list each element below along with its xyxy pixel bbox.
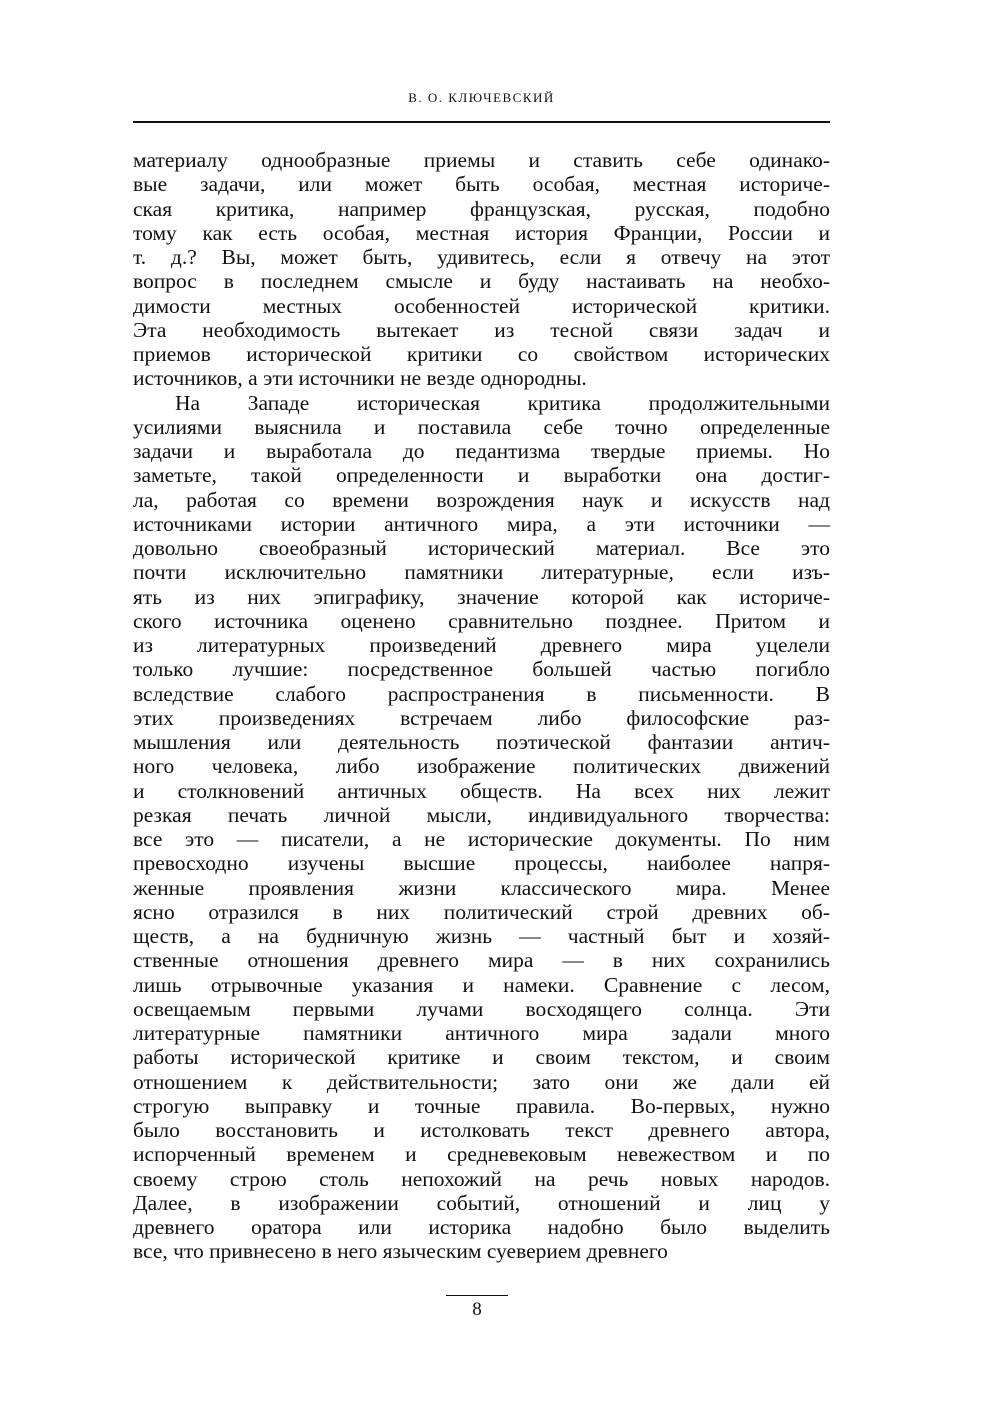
text-line: усилиями выяснила и поставила себе точно определенные [133, 414, 830, 439]
text-line: литературные памятники античного мира задали много [133, 1021, 830, 1045]
text-line: материалу однообразные приемы и ставить себе одинако- [133, 148, 830, 172]
paragraph-2 [133, 391, 830, 1264]
text-line: вопрос в последнем смысле и буду настаивать на необхо- [133, 269, 830, 294]
text-line: тому как есть особая, местная история Франции, России и [133, 220, 830, 245]
text-line: На Западе историческая критика продолжительными [175, 390, 830, 415]
body-text [133, 148, 830, 1264]
text-line: заметьте, такой определенности и выработки она достиг- [133, 463, 830, 488]
text-line: все, что привнесено в него языческим суеверием древнего [133, 1239, 668, 1264]
page-number-rule [446, 1295, 508, 1296]
text-line: все это — писатели, а не исторические документы. По ним [133, 827, 830, 851]
text-line: димости местных особенностей исторической критики. [133, 293, 830, 318]
text-line: испорченный временем и средневековым невежеством и по [133, 1142, 830, 1167]
text-line: задачи и выработала до педантизма твердые приемы. Но [133, 439, 830, 463]
text-line: ясно отразился в них политический строй древних об- [133, 899, 830, 924]
text-line: почти исключительно памятники литературные, если изъ- [133, 560, 830, 585]
header-rule [133, 121, 830, 123]
text-line: ществ, а на будничную жизнь — частный быт и хозяй- [133, 924, 830, 948]
text-line: отношением к действительности; зато они же дали ей [133, 1069, 830, 1094]
text-line: вследствие слабого распространения в письменности. В [133, 681, 830, 706]
text-line: ского источника оценено сравнительно позднее. Притом и [133, 608, 830, 633]
text-line: превосходно изучены высшие процессы, наиболее напря- [133, 851, 830, 876]
text-line: древнего оратора или историка надобно было выделить [133, 1215, 830, 1239]
text-line: работы исторической критике и своим текстом, и своим [133, 1045, 830, 1070]
text-line: только лучшие: посредственное большей частью погибло [133, 657, 830, 682]
text-line: и столкновений античных обществ. На всех них лежит [133, 778, 830, 803]
text-line: из литературных произведений древнего мира уцелели [133, 633, 830, 657]
text-line: мышления или деятельность поэтической фантазии антич- [133, 730, 830, 754]
text-line: освещаемым первыми лучами восходящего солнца. Эти [133, 996, 830, 1021]
text-line: строгую выправку и точные правила. Во-первых, нужно [133, 1093, 830, 1118]
text-line: Далее, в изображении событий, отношений и лиц у [133, 1190, 830, 1215]
text-line: т. д.? Вы, может быть, удивитесь, если я отвечу на этот [133, 245, 830, 269]
text-line: Эта необходимость вытекает из тесной связи задач и [133, 317, 830, 342]
text-line: ного человека, либо изображение политических движений [133, 754, 830, 779]
text-line: ла, работая со времени возрождения наук и искусств над [133, 487, 830, 512]
page-number: 8 [472, 1299, 482, 1320]
text-line: своему строю столь непохожий на речь новых народов. [133, 1166, 830, 1191]
text-line: лишь отрывочные указания и намеки. Сравнение с лесом, [133, 972, 830, 997]
text-line: женные проявления жизни классического мира. Менее [133, 875, 830, 900]
text-line: ская критика, например французская, русская, подобно [133, 196, 830, 221]
text-line: резкая печать личной мысли, индивидуального творчества: [133, 802, 830, 827]
text-line: источниками истории античного мира, а эти источники — [133, 511, 830, 536]
paragraph-1 [133, 148, 830, 391]
text-line: приемов исторической критики со свойством исторических [133, 342, 830, 366]
text-line: довольно своеобразный исторический материал. Все это [133, 536, 830, 560]
text-line: источников, а эти источники не везде однородны. [133, 366, 587, 391]
text-line: было восстановить и истолковать текст древнего автора, [133, 1118, 830, 1142]
text-line: ять из них эпиграфику, значение которой как историче- [133, 584, 830, 609]
running-head: В. О. КЛЮЧЕВСКИЙ [408, 90, 555, 105]
text-line: ственные отношения древнего мира — в них сохранились [133, 948, 830, 973]
text-line: этих произведениях встречаем либо философские раз- [133, 705, 830, 730]
text-line: вые задачи, или может быть особая, местная историче- [133, 172, 830, 197]
